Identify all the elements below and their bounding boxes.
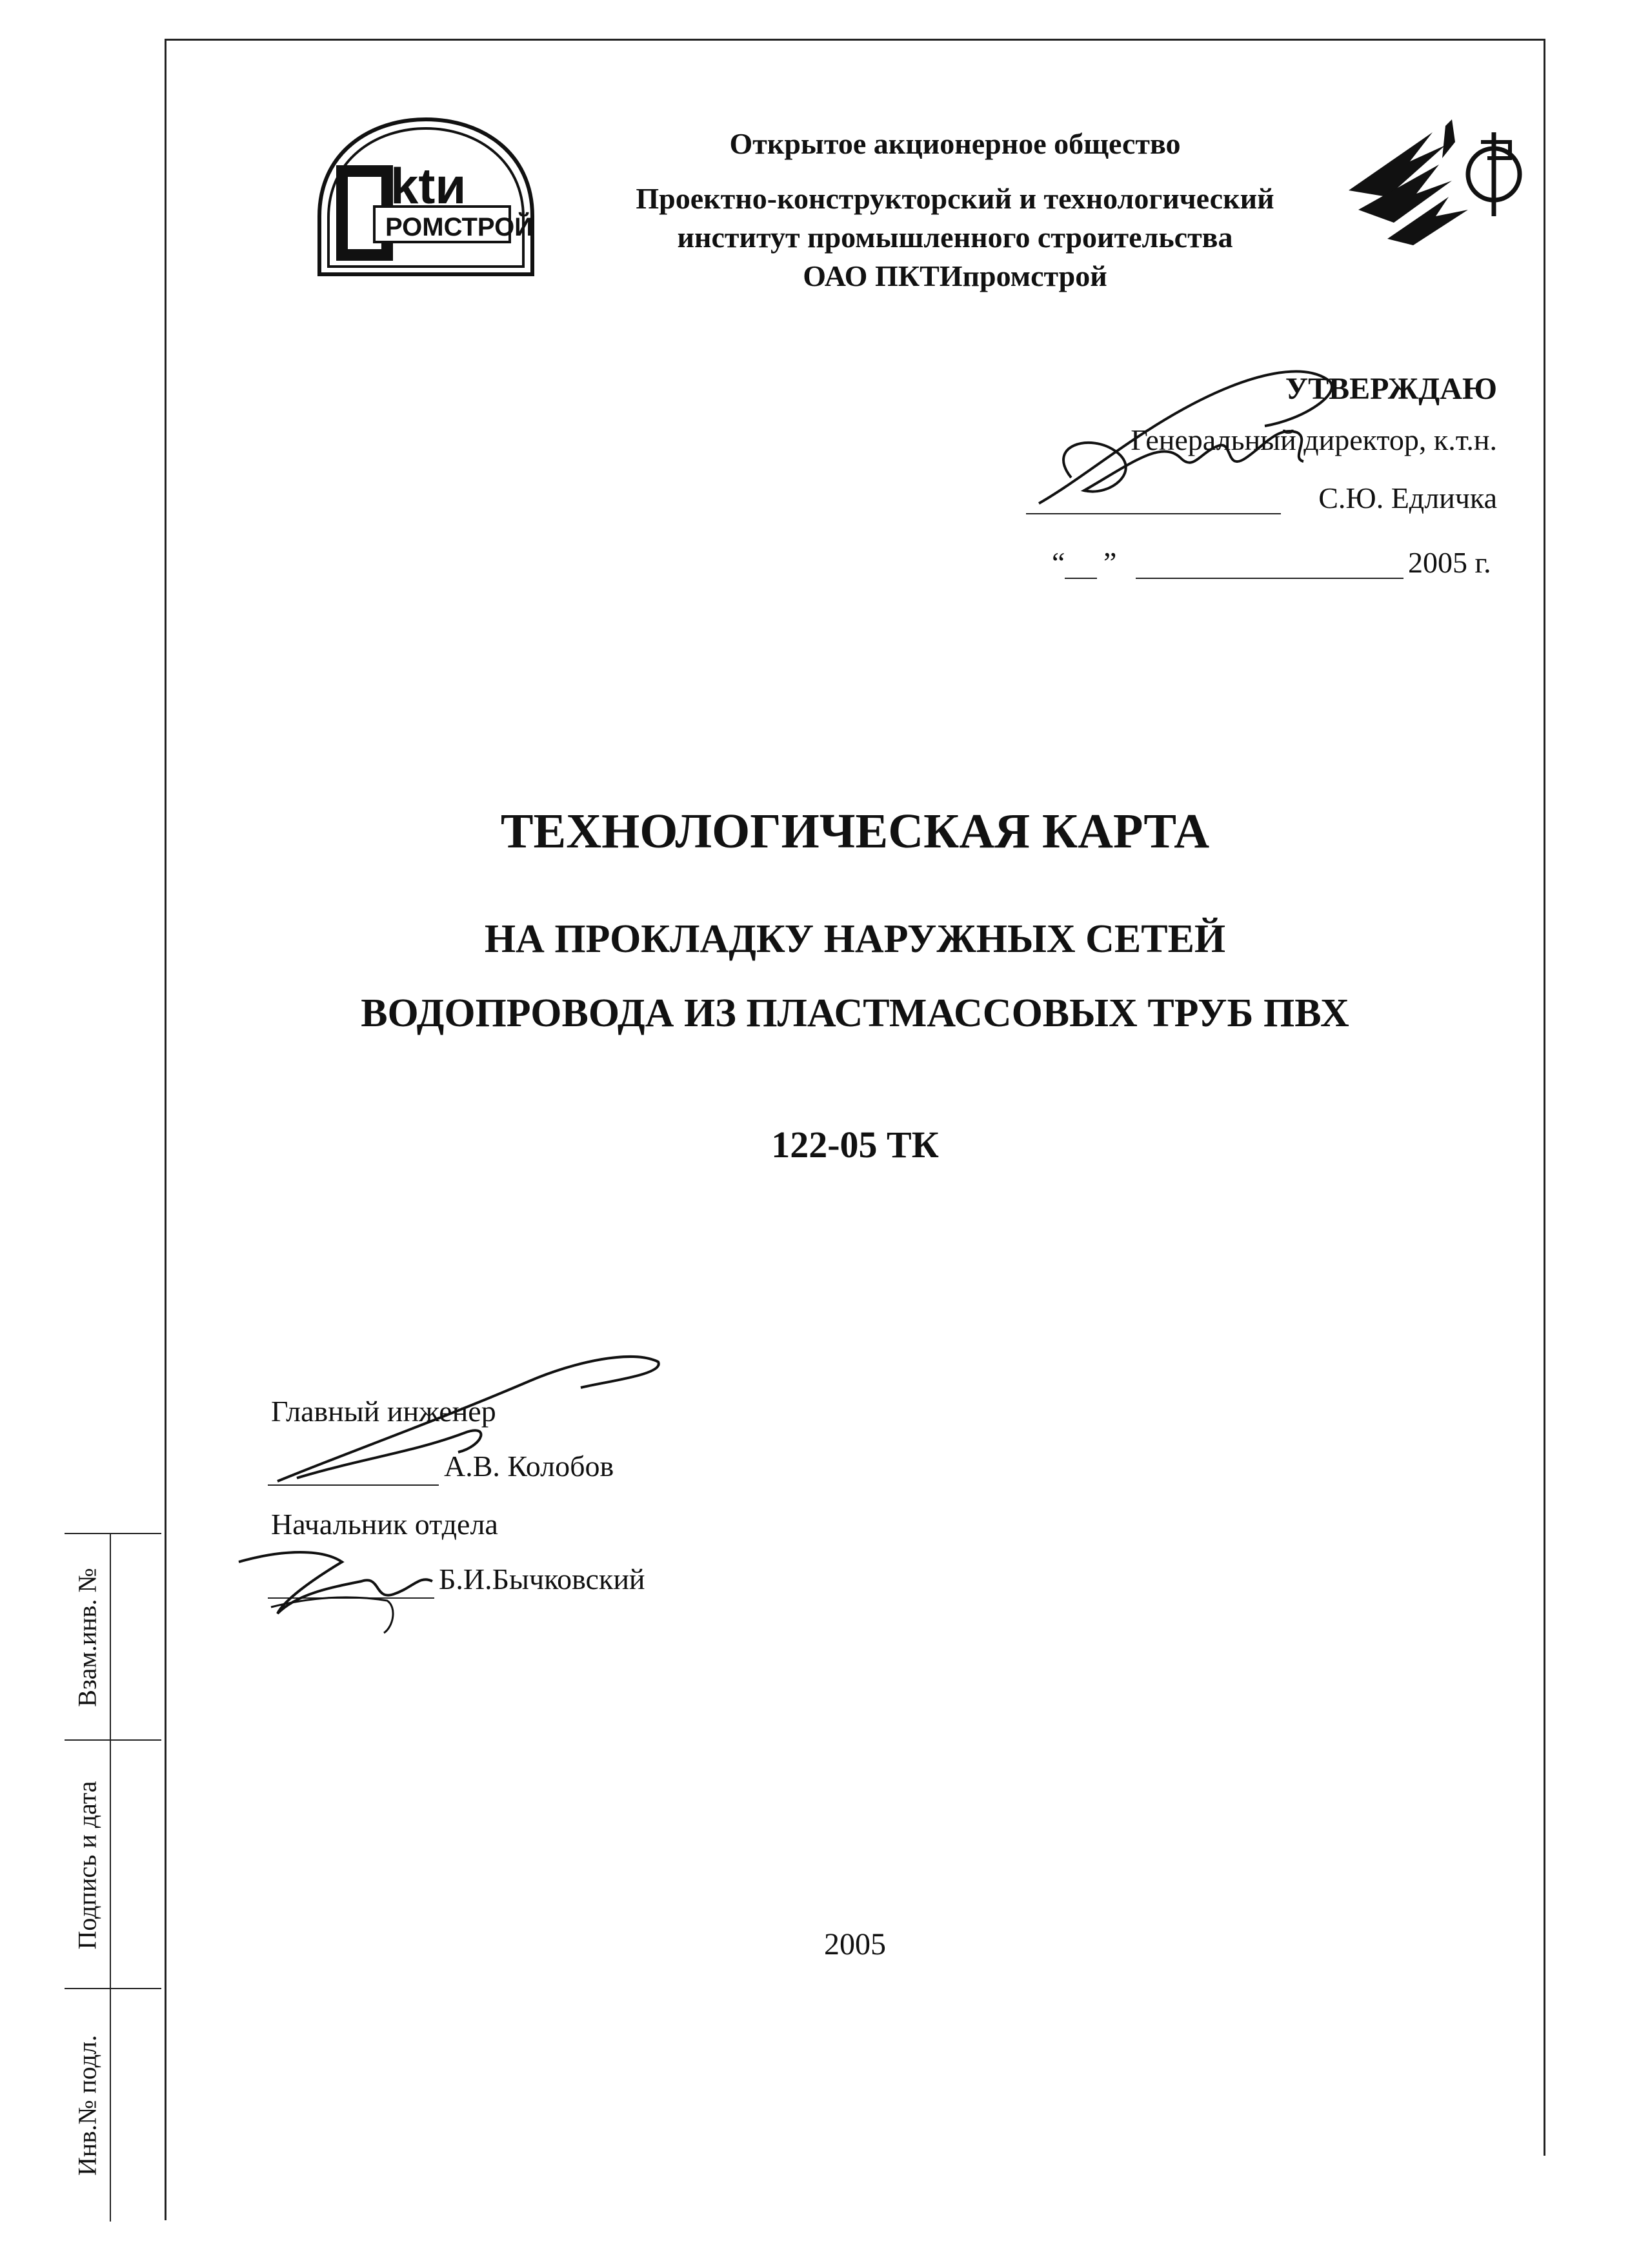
- department-head-signature-line: [268, 1597, 434, 1599]
- approval-signature-line: [1026, 513, 1281, 514]
- date-year: 2005 г.: [1408, 546, 1491, 579]
- date-quote-open: “: [1052, 546, 1065, 579]
- date-day-underline: [1065, 578, 1097, 579]
- chief-engineer-name: А.В. Колобов: [444, 1450, 614, 1483]
- stamp-cell-replacement-inv: [65, 1533, 161, 1741]
- stamp-field-signature-date: Подпись и дата: [72, 1780, 102, 1950]
- department-head-signature-icon: [232, 1536, 452, 1639]
- pkti-logo-icon: [307, 113, 545, 287]
- frame-top-border: [165, 39, 1545, 41]
- logo-text-bottom: РОМСТРОЙ: [385, 213, 533, 241]
- organization-short-name: ОАО ПКТИпромстрой: [803, 259, 1107, 292]
- organization-type: Открытое акционерное общество: [729, 127, 1181, 160]
- document-code: 122-05 ТК: [771, 1124, 939, 1166]
- organization-name-line2: институт промышленного строительства: [677, 221, 1233, 254]
- document-subtitle-line1: НА ПРОКЛАДКУ НАРУЖНЫХ СЕТЕЙ: [484, 917, 1226, 961]
- approval-name: С.Ю. Едличка: [1318, 481, 1497, 514]
- department-head-role: Начальник отдела: [271, 1508, 498, 1541]
- chief-engineer-role: Главный инженер: [271, 1395, 496, 1428]
- stamp-field-original-inv: Инв.№ подл.: [72, 2035, 102, 2176]
- frame-right-border: [1544, 39, 1545, 2156]
- document-title: ТЕХНОЛОГИЧЕСКАЯ КАРТА: [500, 804, 1210, 858]
- stamp-field-replacement-inv: Взам.инв. №: [72, 1568, 102, 1707]
- date-month-underline: [1136, 578, 1404, 579]
- approval-title: УТВЕРЖДАЮ: [1285, 372, 1497, 406]
- document-side-stamp: [65, 1533, 161, 2220]
- chief-engineer-signature-line: [268, 1484, 439, 1486]
- date-quote-close: ”: [1103, 546, 1117, 579]
- department-head-name: Б.И.Бычковский: [439, 1563, 645, 1595]
- logo-text-top: ktи: [390, 157, 467, 214]
- corporate-emblem-icon: [1349, 119, 1533, 248]
- document-year: 2005: [824, 1927, 886, 1961]
- approval-date-line: [1052, 545, 1504, 584]
- approval-role: Генеральный директор, к.т.н.: [1131, 423, 1497, 456]
- organization-name-line1: Проектно-конструкторский и технологический: [636, 182, 1274, 215]
- stamp-cell-signature-date: [65, 1739, 161, 1989]
- stamp-cell-original-inv: [65, 1988, 161, 2222]
- document-subtitle-line2: ВОДОПРОВОДА ИЗ ПЛАСТМАССОВЫХ ТРУБ ПВХ: [361, 991, 1349, 1035]
